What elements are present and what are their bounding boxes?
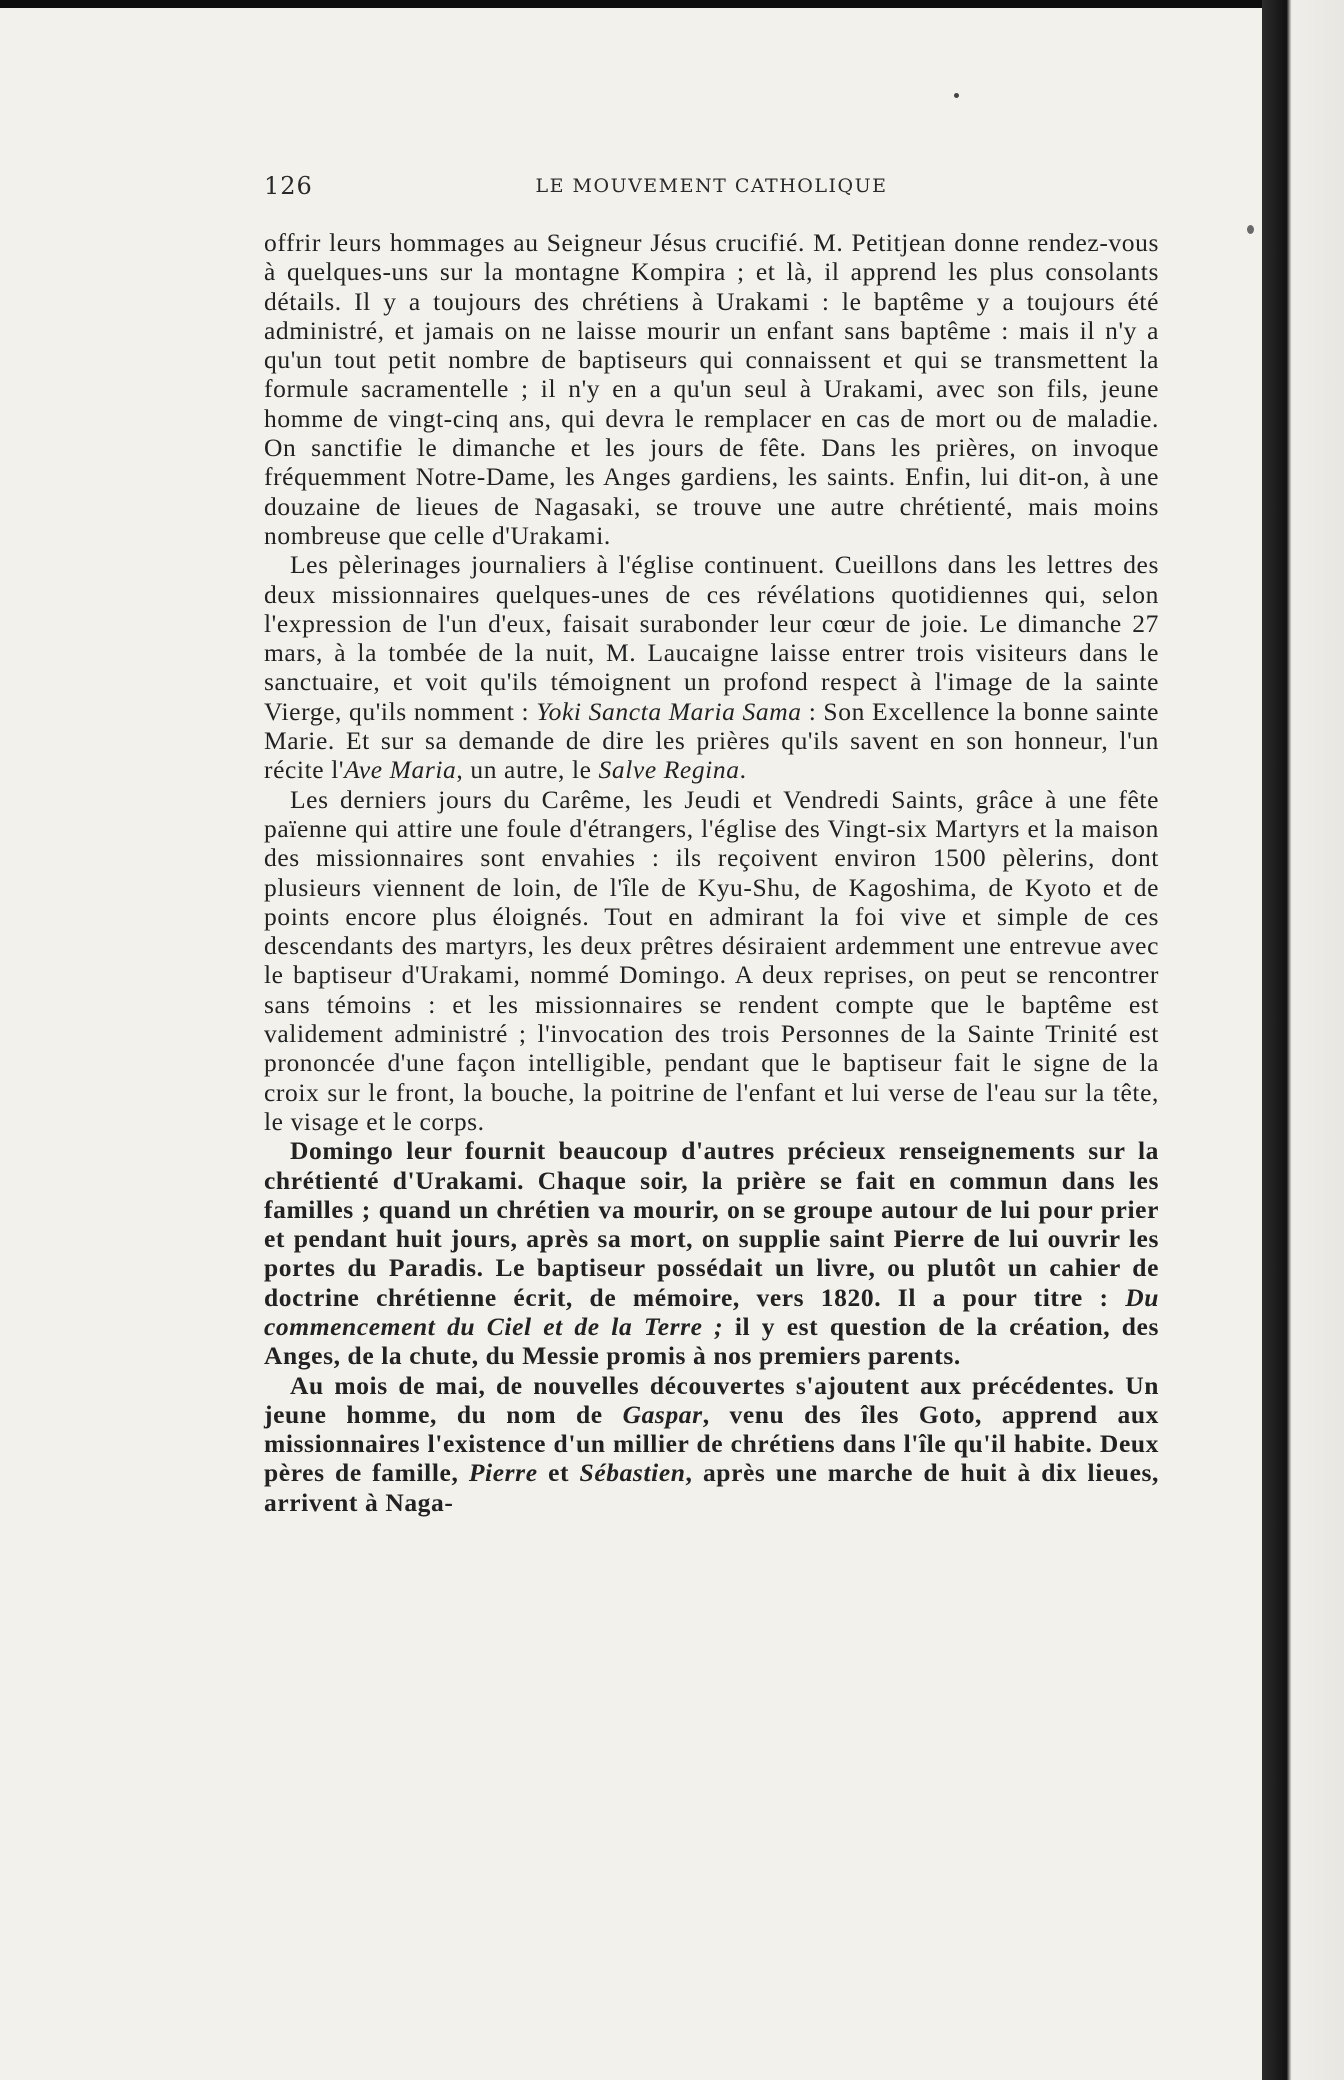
text-run: , venu des îles Goto, apprend aux missionnaires l'existence d'un millier de chrétiens dans l'île qu'il habite. Deux pères de famille, bbox=[264, 1399, 1160, 1488]
text-run: : Son Excellence la bonne sainte Marie. Et sur sa demande de dire les prières qu'ils savent en son honneur, l'un récite l' bbox=[264, 696, 1160, 785]
text-run: . bbox=[739, 755, 747, 785]
text-run: offrir leurs hommages au Seigneur Jésus crucifié. M. Petitjean donne rendez-vous à quelques-uns sur la montagne Kompira ; et là, il apprend les plus consolants détails. Il y a toujours des chrétiens à Urakami : le baptême y a toujours été administré, et jamais on ne laisse mourir un enfant sans baptême : mais il n'y a qu'un tout petit nombre de baptiseurs qui connaissent et qui se transmettent la formule sacramentelle ; il n'y en a qu'un seul à Urakami, avec son fils, jeune homme de vingt-cinq ans, qui devra le remplacer en cas de mort ou de maladie. On sanctifie le dimanche et les jours de fête. Dans les prières, on invoque fréquemment Notre-Dame, les Anges gardiens, les saints. Enfin, lui dit-on, à une douzaine de lieues de Nagasaki, se trouve une autre chrétienté, mais moins nombreuse que celle d'Urakami. bbox=[264, 228, 1159, 550]
paragraph bbox=[264, 550, 1159, 784]
italic-run: Yoki Sancta Maria Sama bbox=[536, 696, 802, 726]
scan-speck bbox=[954, 93, 959, 98]
text-run: Au mois de mai, de nouvelles découvertes s'ajoutent aux précédentes. Un jeune homme, du nom de bbox=[264, 1370, 1159, 1429]
italic-run: Salve Regina bbox=[598, 755, 740, 785]
italic-run: Ave Maria bbox=[344, 755, 457, 785]
text-run: Les pèlerinages journaliers à l'église continuent. Cueillons dans les lettres des deux missionnaires quelques-unes de ces révélations quotidiennes qui, selon l'expression de l'un d'eux, faisait surabonder leur cœur de joie. Le dimanche 27 mars, à la tombée de la nuit, M. Laucaigne laisse entrer trois visiteurs dans le sanctuaire, et voit qu'ils témoignent un profond respect à l'image de la sainte Vierge, qu'ils nomment : bbox=[264, 550, 1159, 726]
paragraph bbox=[264, 228, 1159, 550]
page-header bbox=[264, 172, 1159, 208]
scan-speck bbox=[1247, 225, 1254, 234]
italic-run: Pierre bbox=[468, 1458, 538, 1488]
text-run: et bbox=[537, 1458, 580, 1488]
paragraph bbox=[264, 1136, 1159, 1370]
scan-right-edge bbox=[1262, 0, 1344, 2080]
text-run: , un autre, le bbox=[456, 755, 599, 785]
italic-run: Gaspar bbox=[622, 1399, 703, 1429]
paragraph bbox=[264, 1371, 1159, 1517]
text-run: Les derniers jours du Carême, les Jeudi et Vendredi Saints, grâce à une fête païenne qui attire une foule d'étrangers, l'église des Vingt-six Martyrs et la maison des missionnaires sont envahies : ils reçoivent environ 1500 pèlerins, dont plusieurs viennent de loin, de l'île de Kyu-Shu, de Kagoshima, de Kyoto et de points encore plus éloignés. Tout en admirant la foi vive et simple de ces descendants des martyrs, les deux prêtres désiraient ardemment une entrevue avec le baptiseur d'Urakami, nommé Domingo. A deux reprises, on peut se rencontrer sans témoins : et les missionnaires se rendent compte que le baptême est validement administré ; l'invocation des trois Personnes de la Sainte Trinité est prononcée d'une façon intelligible, pendant que le baptiseur fait le signe de la croix sur le front, la bouche, la poitrine de l'enfant et lui verse de l'eau sur la tête, le visage et le corps. bbox=[264, 784, 1159, 1136]
page-number: 126 bbox=[264, 172, 313, 200]
italic-run: Du commencement du Ciel et de la Terre ; bbox=[264, 1282, 1159, 1341]
running-title: LE MOUVEMENT CATHOLIQUE bbox=[535, 175, 888, 197]
paragraph bbox=[264, 785, 1159, 1137]
body-text bbox=[264, 228, 1159, 1517]
text-run: il y est question de la création, des Anges, de la chute, du Messie promis à nos premiers parents. bbox=[264, 1311, 1160, 1371]
italic-run: Sébastien bbox=[579, 1458, 686, 1488]
text-run: , après une marche de huit à dix lieues, arrivent à Naga- bbox=[264, 1458, 1159, 1517]
text-run: Domingo leur fournit beaucoup d'autres précieux renseignements sur la chrétienté d'Urakami. Chaque soir, la prière se fait en commun dans les familles ; quand un chrétien va mourir, on se groupe autour de lui pour prier et pendant huit jours, après sa mort, on supplie saint Pierre de lui ouvrir les portes du Paradis. Le baptiseur possédait un livre, ou plutôt un cahier de doctrine chrétienne écrit, de mémoire, vers 1820. Il a pour titre : bbox=[264, 1136, 1159, 1312]
